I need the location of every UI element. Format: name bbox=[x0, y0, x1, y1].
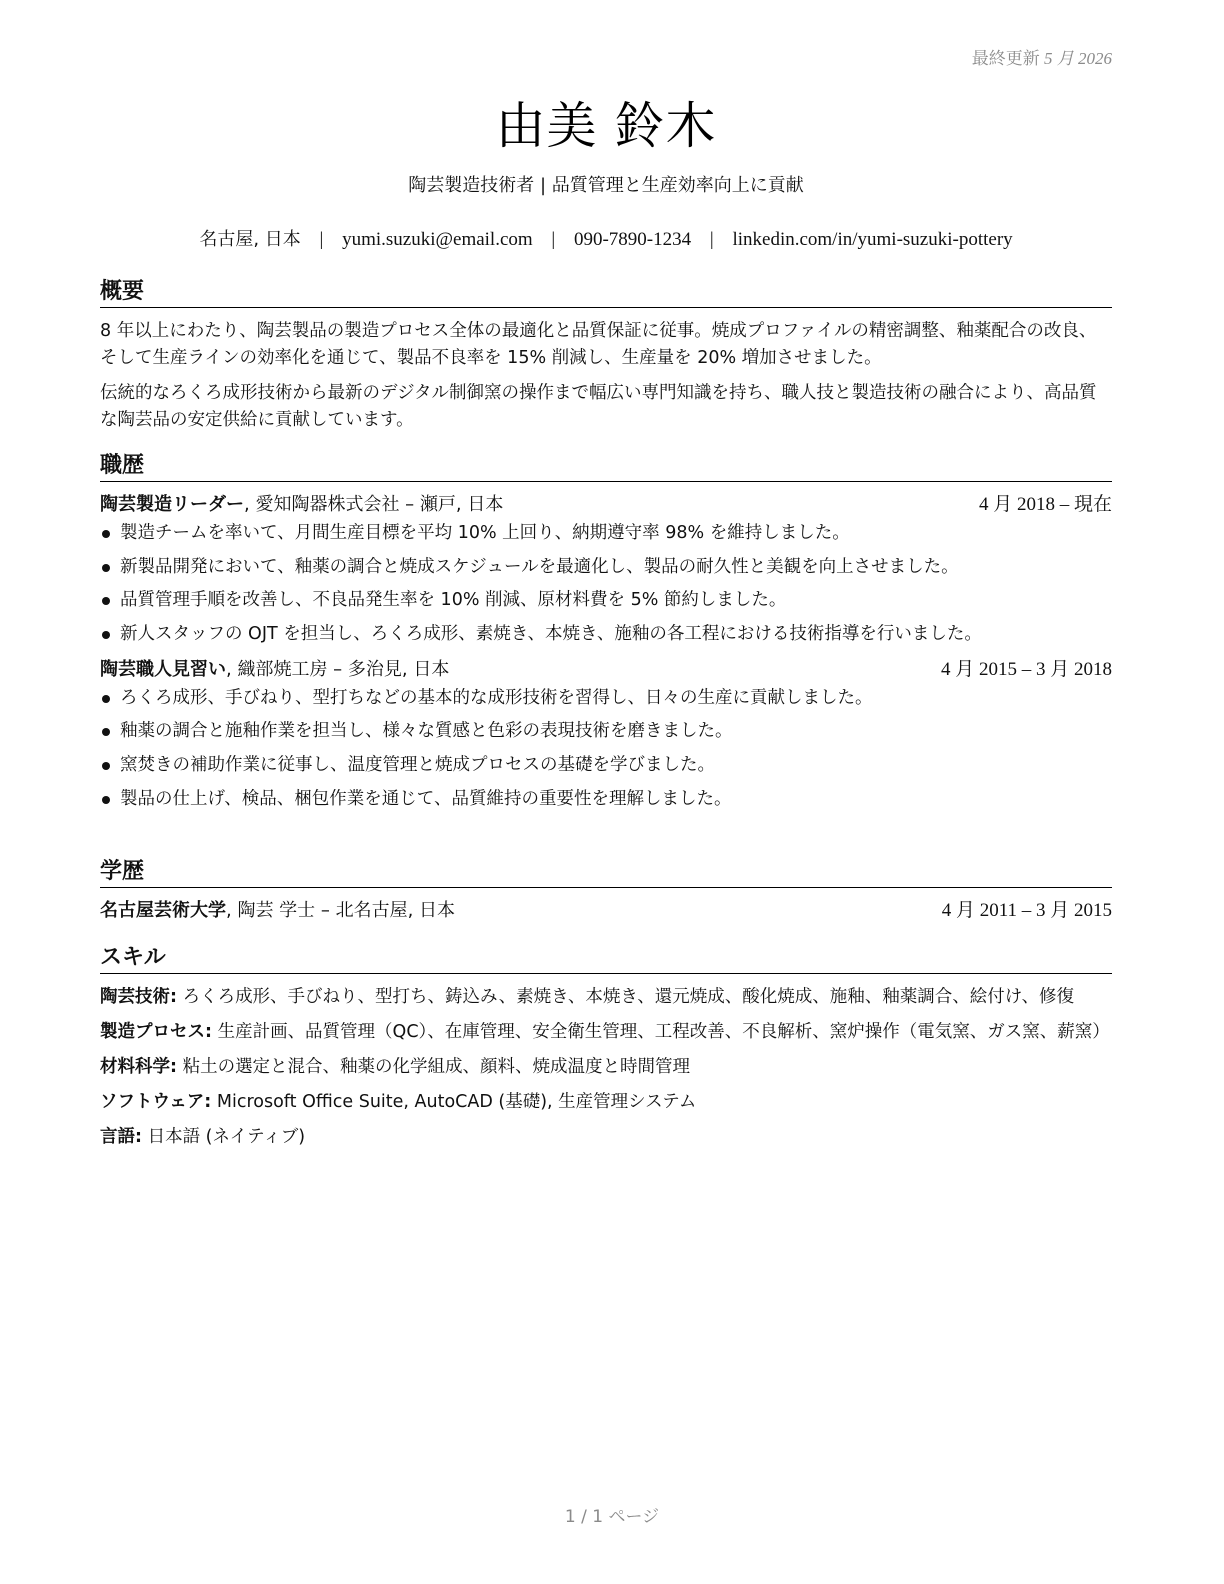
experience-section bbox=[100, 452, 1112, 819]
education-section bbox=[100, 858, 1112, 924]
last-updated-date: 5 月 2026 bbox=[1044, 49, 1112, 68]
education-entry bbox=[100, 898, 1112, 924]
contact-separator: | bbox=[551, 229, 556, 250]
skill-value: 粘土の選定と混合、釉薬の化学組成、顔料、焼成温度と時間管理 bbox=[177, 1057, 691, 1077]
skill-label: ソフトウェア: bbox=[100, 1092, 212, 1112]
contact-linkedin[interactable]: linkedin.com/in/yumi-suzuki-pottery bbox=[732, 229, 1013, 250]
skill-row bbox=[100, 1019, 1112, 1046]
education-school-detail bbox=[100, 898, 455, 924]
page-indicator: 1 / 1 ページ bbox=[564, 1507, 660, 1527]
skills-title: スキル bbox=[100, 944, 1112, 974]
skill-row bbox=[100, 1089, 1112, 1116]
last-updated bbox=[972, 44, 1112, 69]
job-dates: 4 月 2018 – 現在 bbox=[978, 494, 1112, 515]
contact-location: 名古屋, 日本 bbox=[199, 229, 301, 250]
job-role: 陶芸職人見習い bbox=[100, 658, 226, 680]
skill-label: 製造プロセス: bbox=[100, 1022, 212, 1042]
education-school: 名古屋芸術大学 bbox=[100, 900, 226, 921]
contact-line bbox=[100, 225, 1112, 251]
education-title: 学歴 bbox=[100, 858, 1112, 888]
skill-row bbox=[100, 984, 1112, 1011]
job-dates: 4 月 2015 – 3 月 2018 bbox=[940, 658, 1112, 680]
last-updated-label: 最終更新 bbox=[971, 49, 1040, 68]
job-org: , 織部焼工房 – 多治見, 日本 bbox=[226, 658, 450, 680]
contact-phone[interactable]: 090-7890-1234 bbox=[573, 229, 692, 250]
job-role: 陶芸製造リーダー bbox=[100, 494, 244, 515]
bullet-item: 製造チームを率いて、月間生産目標を平均 10% 上回り、納期遵守率 98% を維持しました。 bbox=[100, 520, 1112, 546]
job-bullets bbox=[100, 685, 1112, 812]
summary-paragraph: 8 年以上にわたり、陶芸製品の製造プロセス全体の最適化と品質保証に従事。焼成プロファイルの精密調整、釉薬配合の改良、そして生産ラインの効率化を通じて、製品不良率を 15% 削減し、生産量を 20% 増加させました。 bbox=[100, 321, 1097, 368]
bullet-item: 新製品開発において、釉薬の調合と焼成スケジュールを最適化し、製品の耐久性と美観を向上させました。 bbox=[100, 554, 1112, 580]
skill-label: 陶芸技術: bbox=[100, 987, 177, 1007]
bullet-item: 品質管理手順を改善し、不良品発生率を 10% 削減、原材料費を 5% 節約しました。 bbox=[100, 587, 1112, 613]
contact-separator: | bbox=[319, 229, 324, 250]
candidate-name: 由美 鈴木 bbox=[495, 97, 717, 155]
job-header bbox=[100, 492, 1112, 518]
skill-row bbox=[100, 1054, 1112, 1081]
skill-value: 日本語 (ネイティブ) bbox=[142, 1127, 306, 1147]
headline: 陶芸製造技術者 | 品質管理と生産効率向上に貢献 bbox=[408, 175, 804, 196]
summary-paragraph: 伝統的なろくろ成形技術から最新のデジタル制御窯の操作まで幅広い専門知識を持ち、職人技と製造技術の融合により、高品質な陶芸品の安定供給に貢献しています。 bbox=[100, 383, 1097, 430]
skill-label: 材料科学: bbox=[100, 1057, 177, 1077]
summary-title: 概要 bbox=[100, 278, 1112, 308]
skill-value: Microsoft Office Suite, AutoCAD (基礎), 生産管理システム bbox=[211, 1092, 697, 1112]
education-detail: , 陶芸 学士 – 北名古屋, 日本 bbox=[226, 900, 456, 921]
job-entry bbox=[100, 492, 1112, 647]
education-dates: 4 月 2011 – 3 月 2015 bbox=[941, 900, 1112, 921]
skill-row bbox=[100, 1124, 1112, 1151]
bullet-item: 釉薬の調合と施釉作業を担当し、様々な質感と色彩の表現技術を磨きました。 bbox=[100, 718, 1112, 744]
skill-value: 生産計画、品質管理（QC）、在庫管理、安全衛生管理、工程改善、不良解析、窯炉操作（電気窯、ガス窯、薪窯） bbox=[212, 1022, 1110, 1042]
skill-value: ろくろ成形、手びねり、型打ち、鋳込み、素焼き、本焼き、還元焼成、酸化焼成、施釉、釉薬調合、絵付け、修復 bbox=[177, 987, 1075, 1007]
skill-label: 言語: bbox=[100, 1127, 142, 1147]
resume-page bbox=[100, 0, 1112, 1584]
job-header bbox=[100, 657, 1112, 683]
job-role-org bbox=[100, 492, 503, 518]
bullet-item: 製品の仕上げ、検品、梱包作業を通じて、品質維持の重要性を理解しました。 bbox=[100, 786, 1112, 812]
bullet-item: 窯焚きの補助作業に従事し、温度管理と焼成プロセスの基礎を学びました。 bbox=[100, 752, 1112, 778]
job-bullets bbox=[100, 520, 1112, 647]
contact-separator: | bbox=[709, 229, 714, 250]
summary-section bbox=[100, 278, 1112, 442]
job-org: , 愛知陶器株式会社 – 瀬戸, 日本 bbox=[244, 494, 504, 515]
job-role-org bbox=[100, 657, 449, 683]
bullet-item: 新人スタッフの OJT を担当し、ろくろ成形、素焼き、本焼き、施釉の各工程における技術指導を行いました。 bbox=[100, 621, 1112, 647]
job-entry bbox=[100, 657, 1112, 812]
contact-email[interactable]: yumi.suzuki@email.com bbox=[342, 229, 533, 250]
experience-title: 職歴 bbox=[100, 452, 1112, 482]
skills-section bbox=[100, 944, 1112, 1159]
bullet-item: ろくろ成形、手びねり、型打ちなどの基本的な成形技術を習得し、日々の生産に貢献しました。 bbox=[100, 685, 1112, 711]
